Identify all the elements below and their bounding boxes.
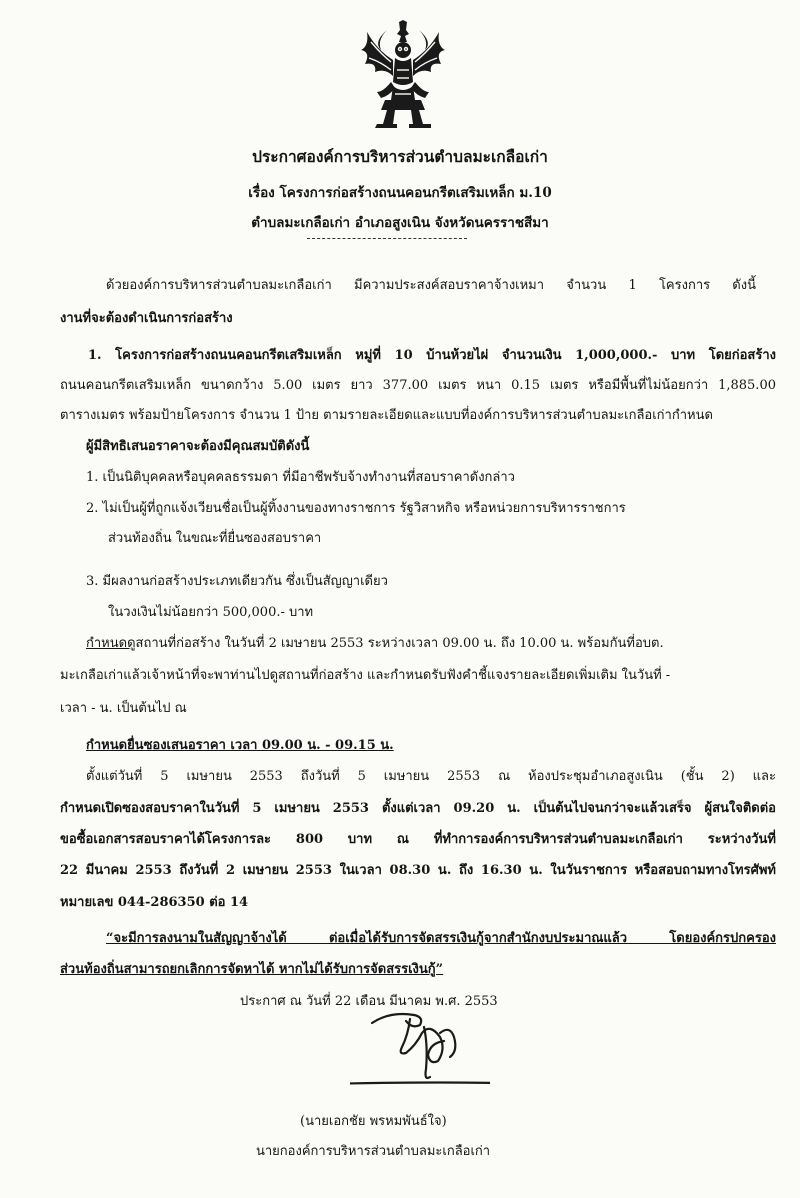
project-line-3: ตารางเมตร พร้อมป้ายโครงการ จำนวน 1 ป้าย ตามรายละเอียดและแบบที่องค์การบริหารส่วนตำบลมะเกลือเก่ากำหนด xyxy=(60,408,713,423)
qualification-item-2: 2. ไม่เป็นผู้ที่ถูกแจ้งเวียนชื่อเป็นผู้ทิ้งงานของทางราชการ รัฐวิสาหกิจ หรือหน่วยการบริหารราชการ xyxy=(86,501,626,516)
intro-line-2: งานที่จะต้องดำเนินการก่อสร้าง xyxy=(60,311,233,326)
qualification-item-3: 3. มีผลงานก่อสร้างประเภทเดียวกัน ซึ่งเป็นสัญญาเดียว xyxy=(86,574,388,589)
announcement-location: ตำบลมะเกลือเก่า อำเภอสูงเนิน จังหวัดนครราชสีมา xyxy=(251,215,549,231)
announced-date: ประกาศ ณ วันที่ 22 เดือน มีนาคม พ.ศ. 2553 xyxy=(240,994,498,1009)
submission-line-5: หมายเลข 044-286350 ต่อ 14 xyxy=(60,895,249,910)
qualifications-heading: ผู้มีสิทธิเสนอราคาจะต้องมีคุณสมบัติดังนี้ xyxy=(86,439,310,454)
project-line-2: ถนนคอนกรีตเสริมเหล็ก ขนาดกว้าง 5.00 เมตร ยาว 377.00 เมตร หนา 0.15 เมตร หรือมีพื้นที่ไม่น้อยกว่า 1,885.00 xyxy=(60,378,776,393)
qualification-item-3-cont: ในวงเงินไม่น้อยกว่า 500,000.- บาท xyxy=(108,605,314,620)
site-visit-text: สถานที่ก่อสร้าง ในวันที่ 2 เมษายน 2553 ระหว่างเวลา 09.00 น. ถึง 10.00 น. พร้อมกันที่อบต. xyxy=(135,636,664,651)
signature xyxy=(350,985,490,1105)
submission-line-3: ขอซื้อเอกสารสอบราคาได้โครงการละ 800 บาท ณ ที่ทำการองค์การบริหารส่วนตำบลมะเกลือเก่า ระหว่างวันที่ xyxy=(60,832,776,847)
note-line-1: “จะมีการลงนามในสัญญาจ้างได้ ต่อเมื่อได้รับการจัดสรรเงินกู้จากสำนักงบประมาณแล้ว โดยองค์กรปกครอง xyxy=(106,931,776,946)
signatory-name: (นายเอกชัย พรหมพันธ์ใจ) xyxy=(300,1114,447,1129)
submission-line-1: ตั้งแต่วันที่ 5 เมษายน 2553 ถึงวันที่ 5 เมษายน 2553 ณ ห้องประชุมอำเภอสูงเนิน (ชั้น 2) และ xyxy=(86,769,776,784)
submission-heading: กำหนดยื่นซองเสนอราคา เวลา 09.00 น. - 09.15 น. xyxy=(86,738,394,753)
site-visit-line-1 xyxy=(86,635,664,653)
announcement-subject: เรื่อง โครงการก่อสร้างถนนคอนกรีตเสริมเหล็ก ม.10 xyxy=(248,185,552,201)
note-line-2: ส่วนท้องถิ่นสามารถยกเลิกการจัดหาได้ หากไม่ได้รับการจัดสรรเงินกู้” xyxy=(60,962,444,977)
announcement-title: ประกาศองค์การบริหารส่วนตำบลมะเกลือเก่า xyxy=(252,147,548,166)
site-visit-line-3: เวลา - น. เป็นต้นไป ณ xyxy=(60,701,187,716)
garuda-emblem xyxy=(347,20,459,130)
intro-line-1: ด้วยองค์การบริหารส่วนตำบลมะเกลือเก่า มีความประสงค์สอบราคาจ้างเหมา จำนวน 1 โครงการ ดังนี้ xyxy=(106,278,756,293)
divider-line xyxy=(307,238,467,239)
site-visit-line-2: มะเกลือเก่าแล้วเจ้าหน้าที่จะพาท่านไปดูสถานที่ก่อสร้าง และกำหนดรับฟังคำชี้แจงรายละเอียดเพิ่มเติม ในวันที่ - xyxy=(60,668,671,683)
submission-line-2: กำหนดเปิดซองสอบราคาในวันที่ 5 เมษายน 2553 ตั้งแต่เวลา 09.20 น. เป็นต้นไปจนกว่าจะแล้วเสร็จ ผู้สนใจติดต่อ xyxy=(60,801,776,816)
qualification-item-1: 1. เป็นนิติบุคคลหรือบุคคลธรรมดา ที่มีอาชีพรับจ้างทำงานที่สอบราคาดังกล่าว xyxy=(86,470,515,485)
qualification-item-2-cont: ส่วนท้องถิ่น ในขณะที่ยื่นซองสอบราคา xyxy=(108,531,322,546)
project-line-1: 1. โครงการก่อสร้างถนนคอนกรีตเสริมเหล็ก หมู่ที่ 10 บ้านห้วยไผ่ จำนวนเงิน 1,000,000.- บาท โดยก่อสร้าง xyxy=(88,348,776,363)
submission-line-4: 22 มีนาคม 2553 ถึงวันที่ 2 เมษายน 2553 ในเวลา 08.30 น. ถึง 16.30 น. ในวันราชการ หรือสอบถามทางโทรศัพท์ xyxy=(60,863,776,878)
site-visit-label: กำหนดดู xyxy=(86,636,136,651)
signatory-position: นายกองค์การบริหารส่วนตำบลมะเกลือเก่า xyxy=(256,1144,491,1159)
